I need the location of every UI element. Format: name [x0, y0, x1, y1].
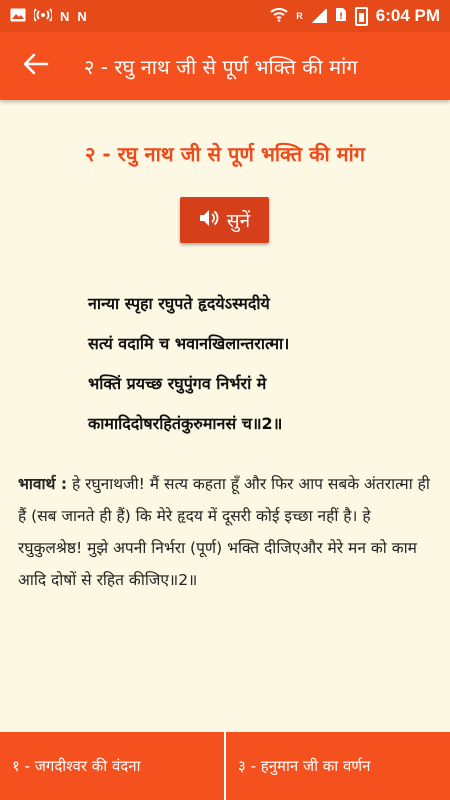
- hotspot-icon: [34, 8, 52, 25]
- status-right-icons: [270, 6, 450, 26]
- clock: 6:04 PM: [375, 6, 440, 25]
- next-chapter-button[interactable]: ३ - हनुमान जी का वर्णन: [238, 757, 371, 775]
- wifi-icon: [270, 8, 288, 25]
- verse-line: नान्या स्पृहा रघुपते हृदयेऽस्मदीये: [88, 294, 270, 313]
- verse-line: कामादिदोषरहितंकुरुमानसं च॥2॥: [88, 414, 283, 433]
- status-left-icons: [0, 8, 87, 25]
- battery-icon: [355, 7, 368, 26]
- verse-line: सत्यं वदामि च भवानखिलान्तरात्मा।: [88, 334, 290, 353]
- bottom-navigation: [0, 732, 450, 800]
- back-arrow-icon: [23, 53, 49, 79]
- listen-button[interactable]: [180, 197, 269, 243]
- page-heading: २ - रघु नाथ जी से पूर्ण भक्ति की मांग: [84, 142, 366, 166]
- signal-icon: [311, 9, 327, 23]
- main-content: [0, 100, 450, 732]
- meaning-text: हे रघुनाथजी! मैं सत्य कहता हूँ और फिर आप सबके अंतरात्मा ही हैं (सब जानते ही हैं) कि मेरे हृदय में दूसरी कोई इच्छा नहीं है। हे रघुकुलश्रेष्ठ! मुझे अपनी निर्भरा (पूर्ण) भक्ति दीजिएऔर मेरे मन को काम आदि दोषों से रहित कीजिए॥2॥: [18, 475, 430, 589]
- speaker-icon: [199, 209, 219, 232]
- previous-chapter-button[interactable]: १ - जगदीश्वर की वंदना: [12, 757, 141, 775]
- image-icon: [10, 8, 26, 25]
- n-notification-icon: N: [60, 8, 70, 24]
- app-bar: [0, 32, 450, 100]
- status-bar: [0, 0, 450, 32]
- svg-text:!: !: [338, 12, 343, 22]
- listen-button-label: सुनें: [226, 210, 251, 232]
- no-sim-icon: [335, 7, 347, 25]
- verse-block: [88, 284, 428, 444]
- n-notification-icon: N: [77, 8, 87, 24]
- meaning-label: भावार्थ :: [18, 475, 68, 493]
- back-button[interactable]: [8, 38, 64, 94]
- app-bar-title: २ - रघु नाथ जी से पूर्ण भक्ति की मांग: [84, 54, 358, 79]
- roaming-r-icon: R: [296, 11, 303, 21]
- meaning-paragraph: [18, 468, 436, 596]
- verse-line: भक्तिं प्रयच्छ रघुपुंगव निर्भरां मे: [88, 374, 267, 393]
